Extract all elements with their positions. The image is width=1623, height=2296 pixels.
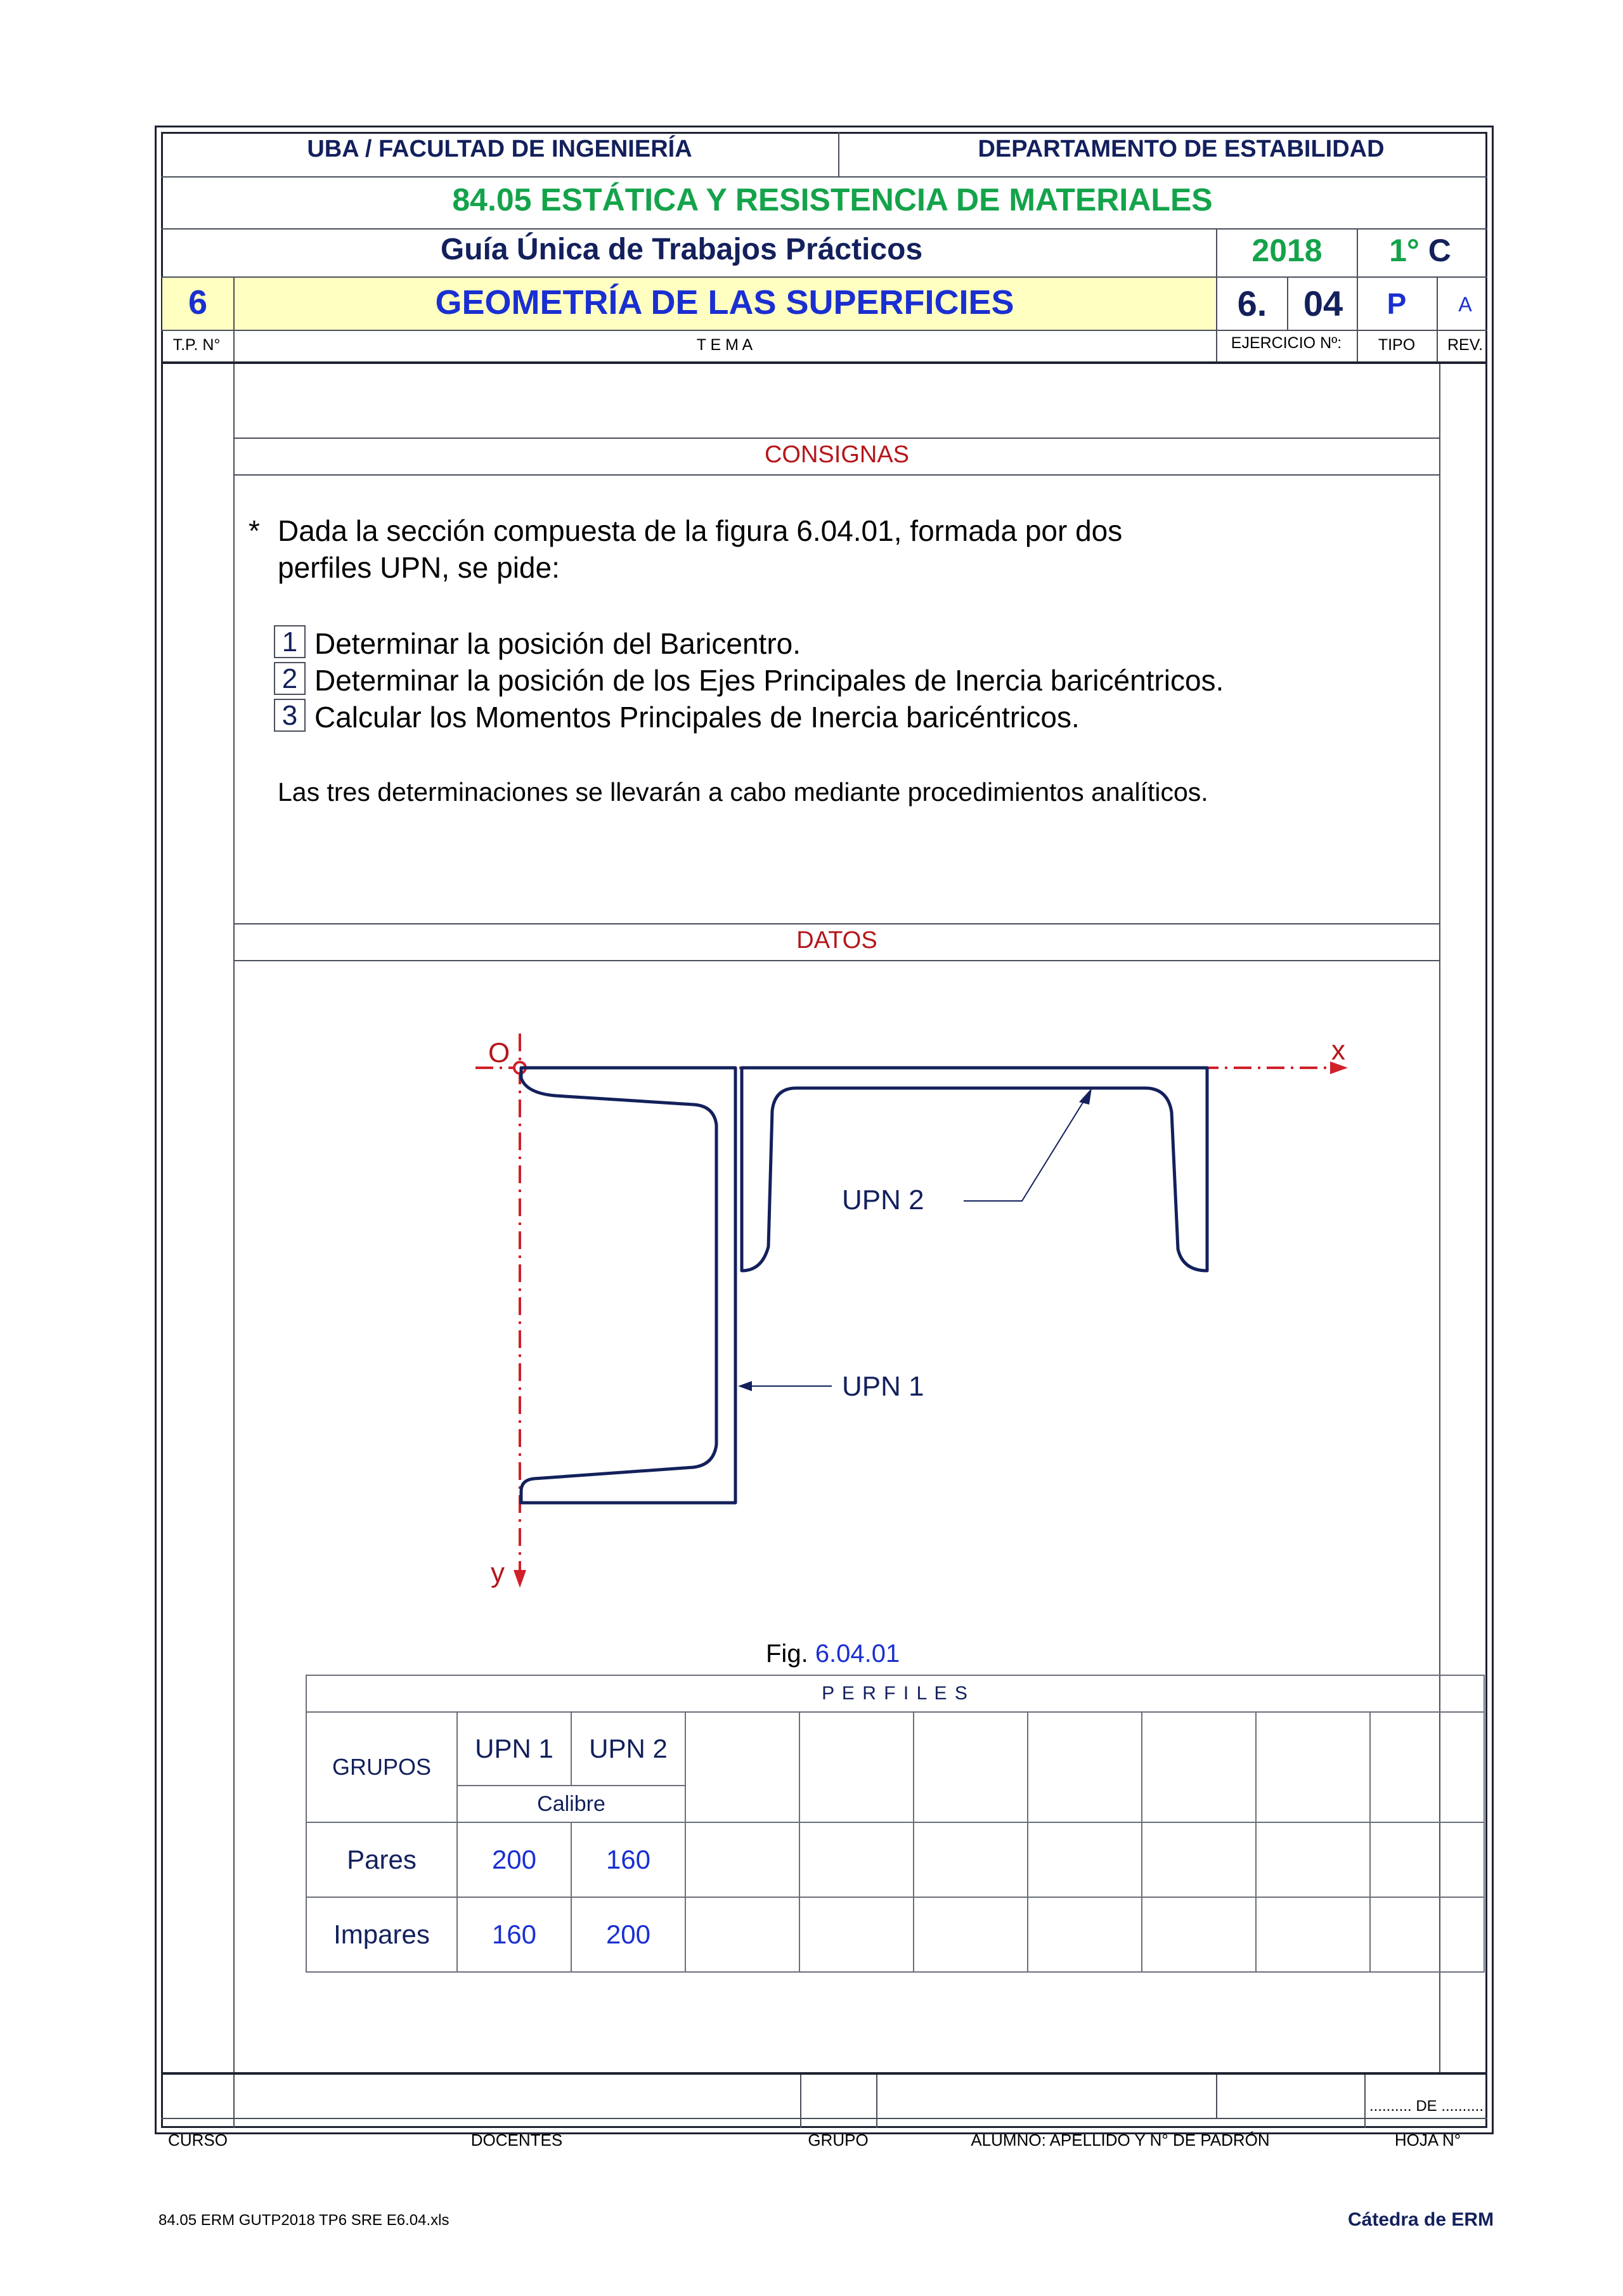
year-label: 2018 bbox=[1251, 233, 1322, 268]
y-axis-arrow bbox=[514, 1570, 526, 1588]
calibre-value: 200 bbox=[571, 1897, 685, 1972]
figure-caption: Fig. 6.04.01 bbox=[766, 1640, 900, 1668]
page-of-label: .......... DE .......... bbox=[1369, 2098, 1484, 2115]
empty-cell bbox=[1256, 1712, 1370, 1822]
item-number-box: 3 bbox=[274, 699, 306, 732]
empty-cell bbox=[1028, 1822, 1142, 1897]
empty-cell bbox=[799, 1822, 914, 1897]
bullet: * bbox=[249, 514, 260, 547]
topic-title: GEOMETRÍA DE LAS SUPERFICIES bbox=[435, 283, 1014, 321]
procedure-note: Las tres determinaciones se llevarán a cabo mediante procedimientos analíticos. bbox=[278, 777, 1208, 807]
empty-cell bbox=[1370, 1822, 1484, 1897]
profiles-table bbox=[306, 1675, 1485, 1973]
empty-cell bbox=[914, 1712, 1028, 1822]
type-label: P bbox=[1387, 287, 1407, 320]
upn1-profile bbox=[521, 1068, 735, 1503]
empty-cell bbox=[685, 1822, 799, 1897]
item-number-box: 1 bbox=[274, 625, 306, 658]
column-header-upn2: UPN 2 bbox=[571, 1712, 685, 1786]
file-name: 84.05 ERM GUTP2018 TP6 SRE E6.04.xls bbox=[158, 2212, 449, 2229]
item-text: Calcular los Momentos Principales de Inercia baricéntricos. bbox=[314, 701, 1080, 734]
empty-cell bbox=[1028, 1712, 1142, 1822]
footer-divider bbox=[876, 2075, 877, 2128]
item-text: Determinar la posición del Baricentro. bbox=[314, 627, 801, 660]
empty-cell bbox=[799, 1897, 914, 1972]
hoja-label: HOJA N° bbox=[1394, 2131, 1461, 2150]
empty-cell bbox=[1028, 1897, 1142, 1972]
empty-cell bbox=[914, 1822, 1028, 1897]
empty-cell bbox=[685, 1712, 799, 1822]
calibre-subheader: Calibre bbox=[457, 1786, 685, 1822]
revision-label: A bbox=[1458, 293, 1472, 316]
footer-divider bbox=[1216, 2075, 1217, 2118]
course-title: 84.05 ESTÁTICA Y RESISTENCIA DE MATERIALES bbox=[452, 182, 1213, 217]
footer-divider bbox=[800, 2075, 801, 2128]
empty-cell bbox=[914, 1897, 1028, 1972]
tp-label: T.P. N° bbox=[172, 336, 221, 354]
empty-cell bbox=[1370, 1897, 1484, 1972]
group-name: Pares bbox=[306, 1822, 457, 1897]
empty-cell bbox=[1256, 1822, 1370, 1897]
guide-title: Guía Única de Trabajos Prácticos bbox=[440, 233, 923, 266]
empty-cell bbox=[1256, 1897, 1370, 1972]
origin-label: O bbox=[488, 1037, 510, 1068]
tp-number: 6 bbox=[188, 283, 208, 321]
curso-label: CURSO bbox=[168, 2131, 228, 2150]
upn2-leader bbox=[964, 1094, 1088, 1201]
department-label: DEPARTAMENTO DE ESTABILIDAD bbox=[978, 136, 1385, 162]
groups-header: GRUPOS bbox=[306, 1712, 457, 1822]
footer-top-line bbox=[161, 2072, 1487, 2075]
footer-divider bbox=[1364, 2075, 1366, 2128]
tema-label: T E M A bbox=[696, 336, 753, 354]
calibre-value: 200 bbox=[457, 1822, 571, 1897]
rev-label: REV. bbox=[1447, 336, 1484, 354]
ejercicio-label: EJERCICIO Nº: bbox=[1231, 334, 1342, 352]
intro-line-1: Dada la sección compuesta de la figura 6.04.01, formada por dos bbox=[278, 514, 1123, 547]
y-axis-label: y bbox=[491, 1557, 505, 1588]
table-title: P E R F I L E S bbox=[306, 1675, 1484, 1712]
item-text: Determinar la posición de los Ejes Principales de Inercia baricéntricos. bbox=[314, 664, 1224, 697]
upn2-leader-arrow bbox=[1079, 1088, 1092, 1105]
intro-line-2: perfiles UPN, se pide: bbox=[278, 551, 560, 584]
empty-cell bbox=[1142, 1897, 1256, 1972]
x-axis-label: x bbox=[1331, 1035, 1345, 1066]
empty-cell bbox=[1142, 1822, 1256, 1897]
upn2-profile bbox=[742, 1068, 1207, 1271]
upn2-label: UPN 2 bbox=[842, 1184, 924, 1216]
column-header-upn1: UPN 1 bbox=[457, 1712, 571, 1786]
tipo-label: TIPO bbox=[1378, 336, 1416, 354]
term-label: 1° C bbox=[1389, 233, 1451, 268]
chair-label: Cátedra de ERM bbox=[1348, 2209, 1494, 2230]
alumno-label: ALUMNO: APELLIDO Y N° DE PADRÓN bbox=[971, 2131, 1270, 2150]
university-label: UBA / FACULTAD DE INGENIERÍA bbox=[307, 136, 692, 162]
calibre-value: 160 bbox=[457, 1897, 571, 1972]
consignas-title: CONSIGNAS bbox=[764, 441, 910, 468]
calibre-value: 160 bbox=[571, 1822, 685, 1897]
footer-line bbox=[161, 2118, 1487, 2119]
docentes-label: DOCENTES bbox=[470, 2131, 563, 2150]
exercise-prefix: 6. bbox=[1237, 283, 1267, 323]
footer-divider bbox=[233, 2075, 235, 2128]
item-number-box: 2 bbox=[274, 662, 306, 695]
grupo-label: GRUPO bbox=[808, 2131, 869, 2150]
empty-cell bbox=[1142, 1712, 1256, 1822]
exercise-number: 04 bbox=[1303, 283, 1343, 323]
datos-title: DATOS bbox=[796, 927, 877, 954]
group-name: Impares bbox=[306, 1897, 457, 1972]
upn1-leader-arrow bbox=[738, 1381, 752, 1391]
empty-cell bbox=[799, 1712, 914, 1822]
upn1-label: UPN 1 bbox=[842, 1371, 924, 1402]
empty-cell bbox=[685, 1897, 799, 1972]
empty-cell bbox=[1370, 1712, 1484, 1822]
